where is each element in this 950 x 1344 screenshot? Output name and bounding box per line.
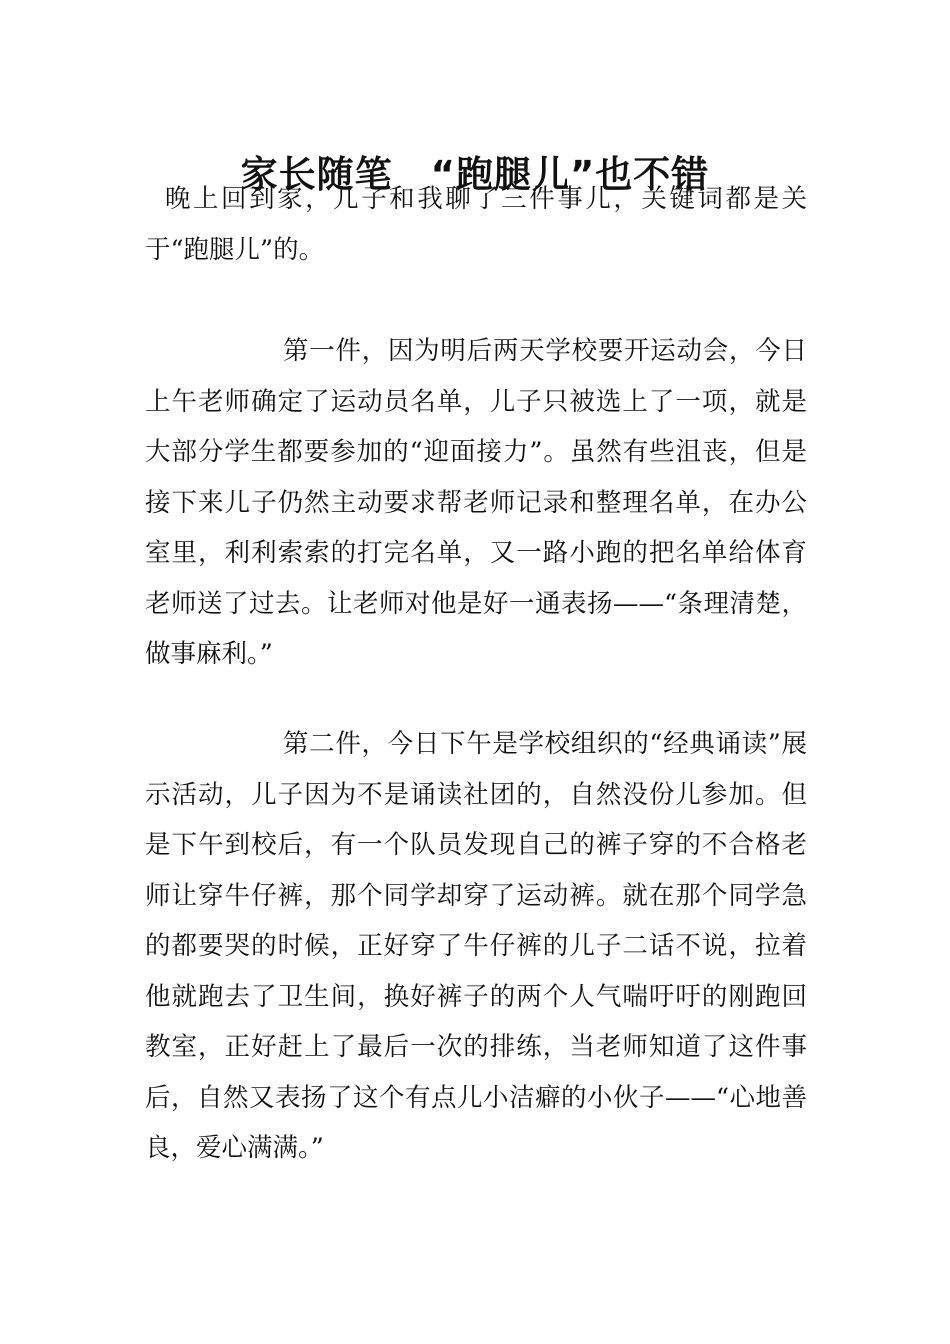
paragraph-first-event: 第一件，因为明后两天学校要开运动会，今日上午老师确定了运动员名单，儿子只被选上了一项，就是大部分学生都要参加的“迎面接力”。虽然有些沮丧，但是接下来儿子仍然主动要求帮老师记录和整理名单，在办公室里，利利索索的打完名单，又一路小跑的把名单给体育老师送了过去。让老师对他是好一通表扬——“条理清楚，做事麻利。” xyxy=(145,336,807,669)
paragraph-intro: 晚上回到家，儿子和我聊了三件事儿，关键词都是关于“跑腿儿”的。 xyxy=(145,184,807,265)
document-title: 家长随笔 “跑腿儿”也不错 xyxy=(240,152,710,196)
paragraph-second-event: 第二件，今日下午是学校组织的“经典诵读”展示活动，儿子因为不是诵读社团的，自然没份儿参加。但是下午到校后，有一个队员发现自己的裤子穿的不合格老师让穿牛仔裤，那个同学却穿了运动裤。就在那个同学急的都要哭的时候，正好穿了牛仔裤的儿子二话不说，拉着他就跑去了卫生间，换好裤子的两个人气喘吁吁的刚跑回教室，正好赶上了最后一次的排练，当老师知道了这件事后，自然又表扬了这个有点儿小洁癖的小伙子——“心地善良，爱心满满。” xyxy=(145,729,807,1163)
